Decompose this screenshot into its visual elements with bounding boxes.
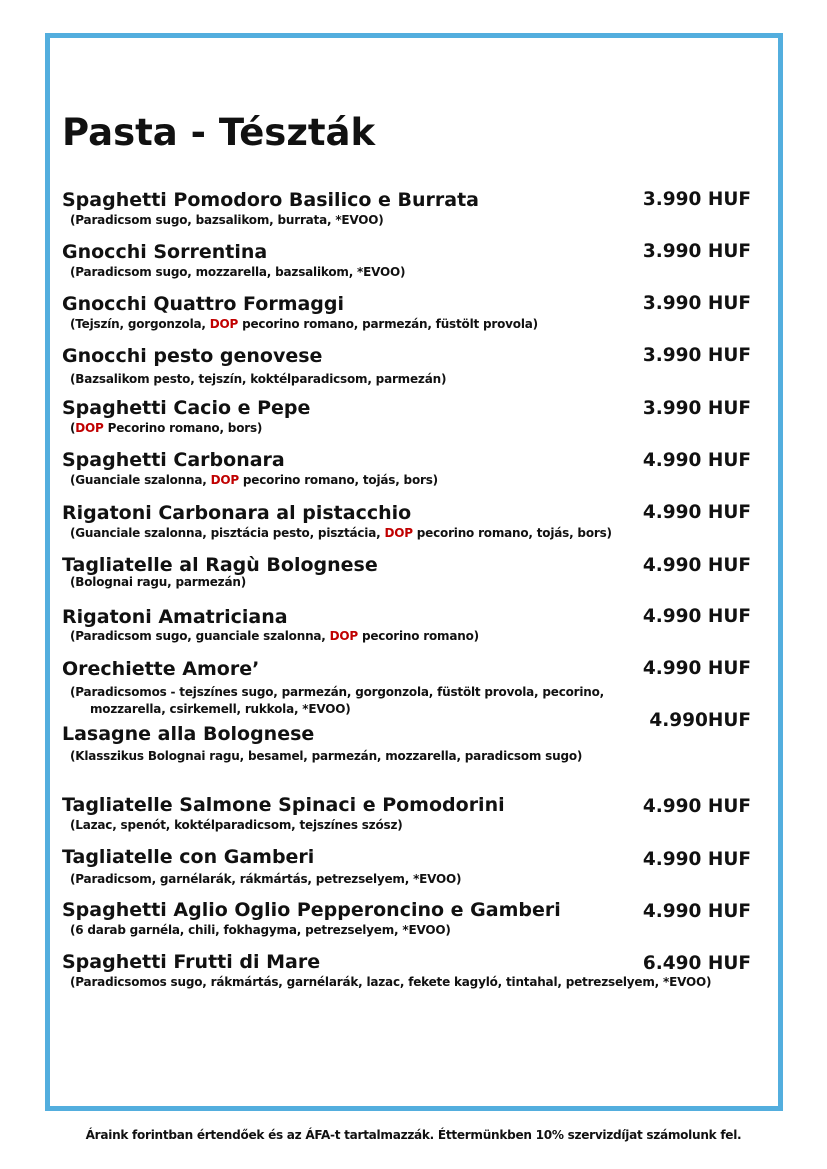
menu-item (62, 396, 310, 437)
item-name: Tagliatelle con Gamberi (62, 846, 315, 868)
item-price: 3.990 HUF (642, 345, 751, 366)
dop-label: DOP (75, 421, 104, 435)
menu-item (62, 950, 711, 991)
menu-item (62, 240, 405, 281)
item-name: Gnocchi Quattro Formaggi (62, 293, 345, 315)
item-name: Tagliatelle Salmone Spinaci e Pomodorini (62, 794, 505, 816)
item-description: (Paradicsom sugo, bazsalikom, burrata, *EVOO) (70, 213, 384, 227)
item-name: Spaghetti Pomodoro Basilico e Burrata (62, 189, 479, 211)
item-name: Spaghetti Cacio e Pepe (62, 397, 311, 419)
item-description: (Lazac, spenót, koktélparadicsom, tejszínes szósz) (70, 818, 403, 832)
dop-label: DOP (384, 526, 413, 540)
dop-label: DOP (210, 473, 239, 487)
item-price: 3.990 HUF (642, 189, 751, 210)
menu-item (62, 898, 561, 939)
item-description: (6 darab garnéla, chili, fokhagyma, petrezselyem, *EVOO) (70, 923, 451, 937)
item-price: 4.990 HUF (642, 796, 751, 817)
item-name: Gnocchi Sorrentina (62, 241, 268, 263)
item-name: Tagliatelle al Ragù Bolognese (62, 554, 378, 576)
item-description: (Paradicsomos sugo, rákmártás, garnélarák, lazac, fekete kagyló, tintahal, petrezselyem, *EVOO) (70, 975, 712, 989)
item-price: 4.990 HUF (642, 502, 751, 523)
item-description: (Bazsalikom pesto, tejszín, koktélparadicsom, parmezán) (70, 372, 447, 386)
item-description: (Guanciale szalonna, DOP pecorino romano, tojás, bors) (70, 473, 438, 487)
menu-item (62, 605, 479, 645)
menu-item (62, 501, 612, 542)
menu-item (62, 292, 538, 333)
item-price: 4.990 HUF (642, 658, 751, 679)
item-price: 4.990 HUF (642, 901, 751, 922)
item-description-line2: mozzarella, csirkemell, rukkola, *EVOO) (90, 702, 351, 716)
item-price: 4.990 HUF (642, 450, 751, 471)
menu-item (62, 188, 479, 229)
page-title: Pasta - Tészták (62, 111, 376, 154)
item-price: 4.990HUF (649, 710, 751, 731)
menu-item (62, 793, 505, 834)
menu-item (62, 448, 438, 489)
item-name: Lasagne alla Bolognese (62, 723, 315, 745)
item-price: 3.990 HUF (642, 241, 751, 262)
item-description: (DOP Pecorino romano, bors) (70, 421, 263, 435)
dop-label: DOP (329, 629, 358, 643)
item-description: (Bolognai ragu, parmezán) (70, 575, 246, 589)
item-name: Spaghetti Frutti di Mare (62, 951, 321, 973)
item-price: 4.990 HUF (642, 606, 751, 627)
item-description: (Paradicsom sugo, mozzarella, bazsalikom, *EVOO) (70, 265, 406, 279)
item-name: Rigatoni Carbonara al pistacchio (62, 502, 412, 524)
item-description: (Paradicsomos - tejszínes sugo, parmezán, gorgonzola, füstölt provola, pecorino, (70, 685, 605, 699)
footer-note: Áraink forintban értendőek és az ÁFA-t tartalmazzák. Éttermünkben 10% szervizdíjat számolunk fel. (85, 1127, 742, 1142)
item-price: 3.990 HUF (642, 398, 751, 419)
item-price: 6.490 HUF (642, 953, 751, 974)
menu-item (62, 344, 446, 388)
item-name: Spaghetti Carbonara (62, 449, 285, 471)
item-price: 4.990 HUF (642, 849, 751, 870)
item-description: (Guanciale szalonna, pisztácia pesto, pisztácia, DOP pecorino romano, tojás, bors) (70, 526, 612, 540)
item-description: (Tejszín, gorgonzola, DOP pecorino romano, parmezán, füstölt provola) (70, 317, 538, 331)
dop-label: DOP (209, 317, 239, 331)
menu-item (62, 553, 378, 591)
menu-item (62, 722, 582, 765)
menu-item (62, 657, 604, 718)
menu-item (62, 845, 461, 888)
item-price: 3.990 HUF (642, 293, 751, 314)
item-description: (Paradicsom, garnélarák, rákmártás, petrezselyem, *EVOO) (70, 872, 462, 886)
item-name: Rigatoni Amatriciana (62, 606, 288, 628)
item-description: (Paradicsom sugo, guanciale szalonna, DOP pecorino romano) (70, 629, 479, 643)
item-name: Spaghetti Aglio Oglio Pepperoncino e Gamberi (62, 899, 561, 921)
item-price: 4.990 HUF (642, 555, 751, 576)
item-description: (Klasszikus Bolognai ragu, besamel, parmezán, mozzarella, paradicsom sugo) (70, 749, 583, 763)
item-name: Gnocchi pesto genovese (62, 345, 323, 367)
item-name: Orechiette Amore’ (62, 658, 260, 680)
